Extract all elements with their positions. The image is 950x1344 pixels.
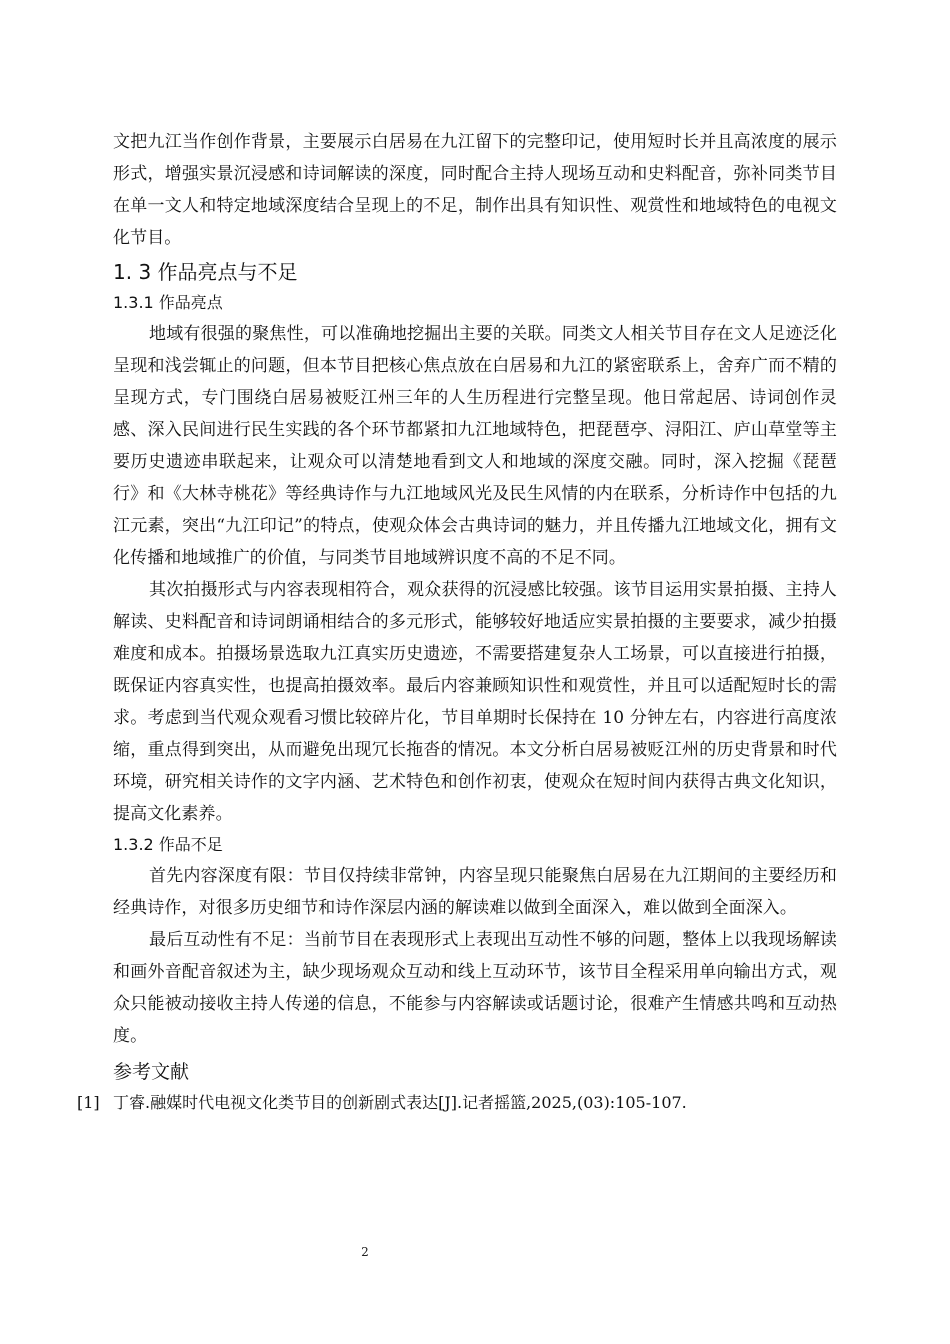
- highlights-heading: 1.3.1 作品亮点: [113, 293, 223, 312]
- highlights-paragraph-1: 地域有很强的聚焦性，可以准确地挖掘出主要的关联。同类文人相关节目存在文人足迹泛化呈现和浅尝辄止的问题，但本节目把核心焦点放在白居易和九江的紧密联系上，舍弃广而不精的呈现方式，专门围绕白居易被贬江州三年的人生历程进行完整呈现。他日常起居、诗词创作灵感、深入民间进行民生实践的各个环节都紧扣九江地域特色，把琵琶亭、浔阳江、庐山草堂等主要历史遗迹串联起来，让观众可以清楚地看到文人和地域的深度交融。同时，深入挖掘《琵琶行》和《大林寺桃花》等经典诗作与九江地域风光及民生风情的内在联系，分析诗作中包括的九江元素，突出“九江印记”的特点，使观众体会古典诗词的魅力，并且传播九江地域文化，拥有文化传播和地域推广的价值，与同类节目地域辨识度不高的不足不同。: [113, 324, 837, 568]
- references-heading: 参考文献: [113, 1061, 190, 1083]
- shortcomings-paragraph-2: 最后互动性有不足：当前节目在表现形式上表现出互动性不够的问题，整体上以我现场解读和画外音配音叙述为主，缺少现场观众互动和线上互动环节，该节目全程采用单向输出方式，观众只能被动接收主持人传递的信息，不能参与内容解读或话题讨论，很难产生情感共鸣和互动热度。: [113, 930, 837, 1046]
- reference-item: [77, 1088, 837, 1118]
- shortcomings-paragraph-1: 首先内容深度有限：节目仅持续非常钟，内容呈现只能聚焦白居易在九江期间的主要经历和经典诗作，对很多历史细节和诗作深层内涵的解读难以做到全面深入，难以做到全面深入。: [113, 866, 837, 918]
- reference-text: 丁睿.融媒时代电视文化类节目的创新剧式表达[J].记者摇篮,2025,(03):105-107.: [113, 1093, 687, 1112]
- intro-paragraph: 文把九江当作创作背景，主要展示白居易在九江留下的完整印记，使用短时长并且高浓度的展示形式，增强实景沉浸感和诗词解读的深度，同时配合主持人现场互动和史料配音，弥补同类节目在单一文人和特定地域深度结合呈现上的不足，制作出具有知识性、观赏性和地域特色的电视文化节目。: [113, 132, 837, 248]
- highlights-paragraph-2: 其次拍摄形式与内容表现相符合，观众获得的沉浸感比较强。该节目运用实景拍摄、主持人解读、史料配音和诗词朗诵相结合的多元形式，能够较好地适应实景拍摄的主要要求，减少拍摄难度和成本。拍摄场景选取九江真实历史遗迹，不需要搭建复杂人工场景，可以直接进行拍摄，既保证内容真实性，也提高拍摄效率。最后内容兼顾知识性和观赏性，并且可以适配短时长的需求。考虑到当代观众观看习惯比较碎片化，节目单期时长保持在 10 分钟左右，内容进行高度浓缩，重点得到突出，从而避免出现冗长拖沓的情况。本文分析白居易被贬江州的历史背景和时代环境，研究相关诗作的文字内涵、艺术特色和创作初衷，使观众在短时间内获得古典文化知识，提高文化素养。: [113, 580, 837, 824]
- shortcomings-heading: 1.3.2 作品不足: [113, 835, 223, 854]
- section-heading: 1. 3 作品亮点与不足: [113, 260, 298, 284]
- reference-number: [1]: [77, 1093, 100, 1112]
- page-content: [77, 126, 837, 1118]
- page-number: 2: [361, 1245, 369, 1259]
